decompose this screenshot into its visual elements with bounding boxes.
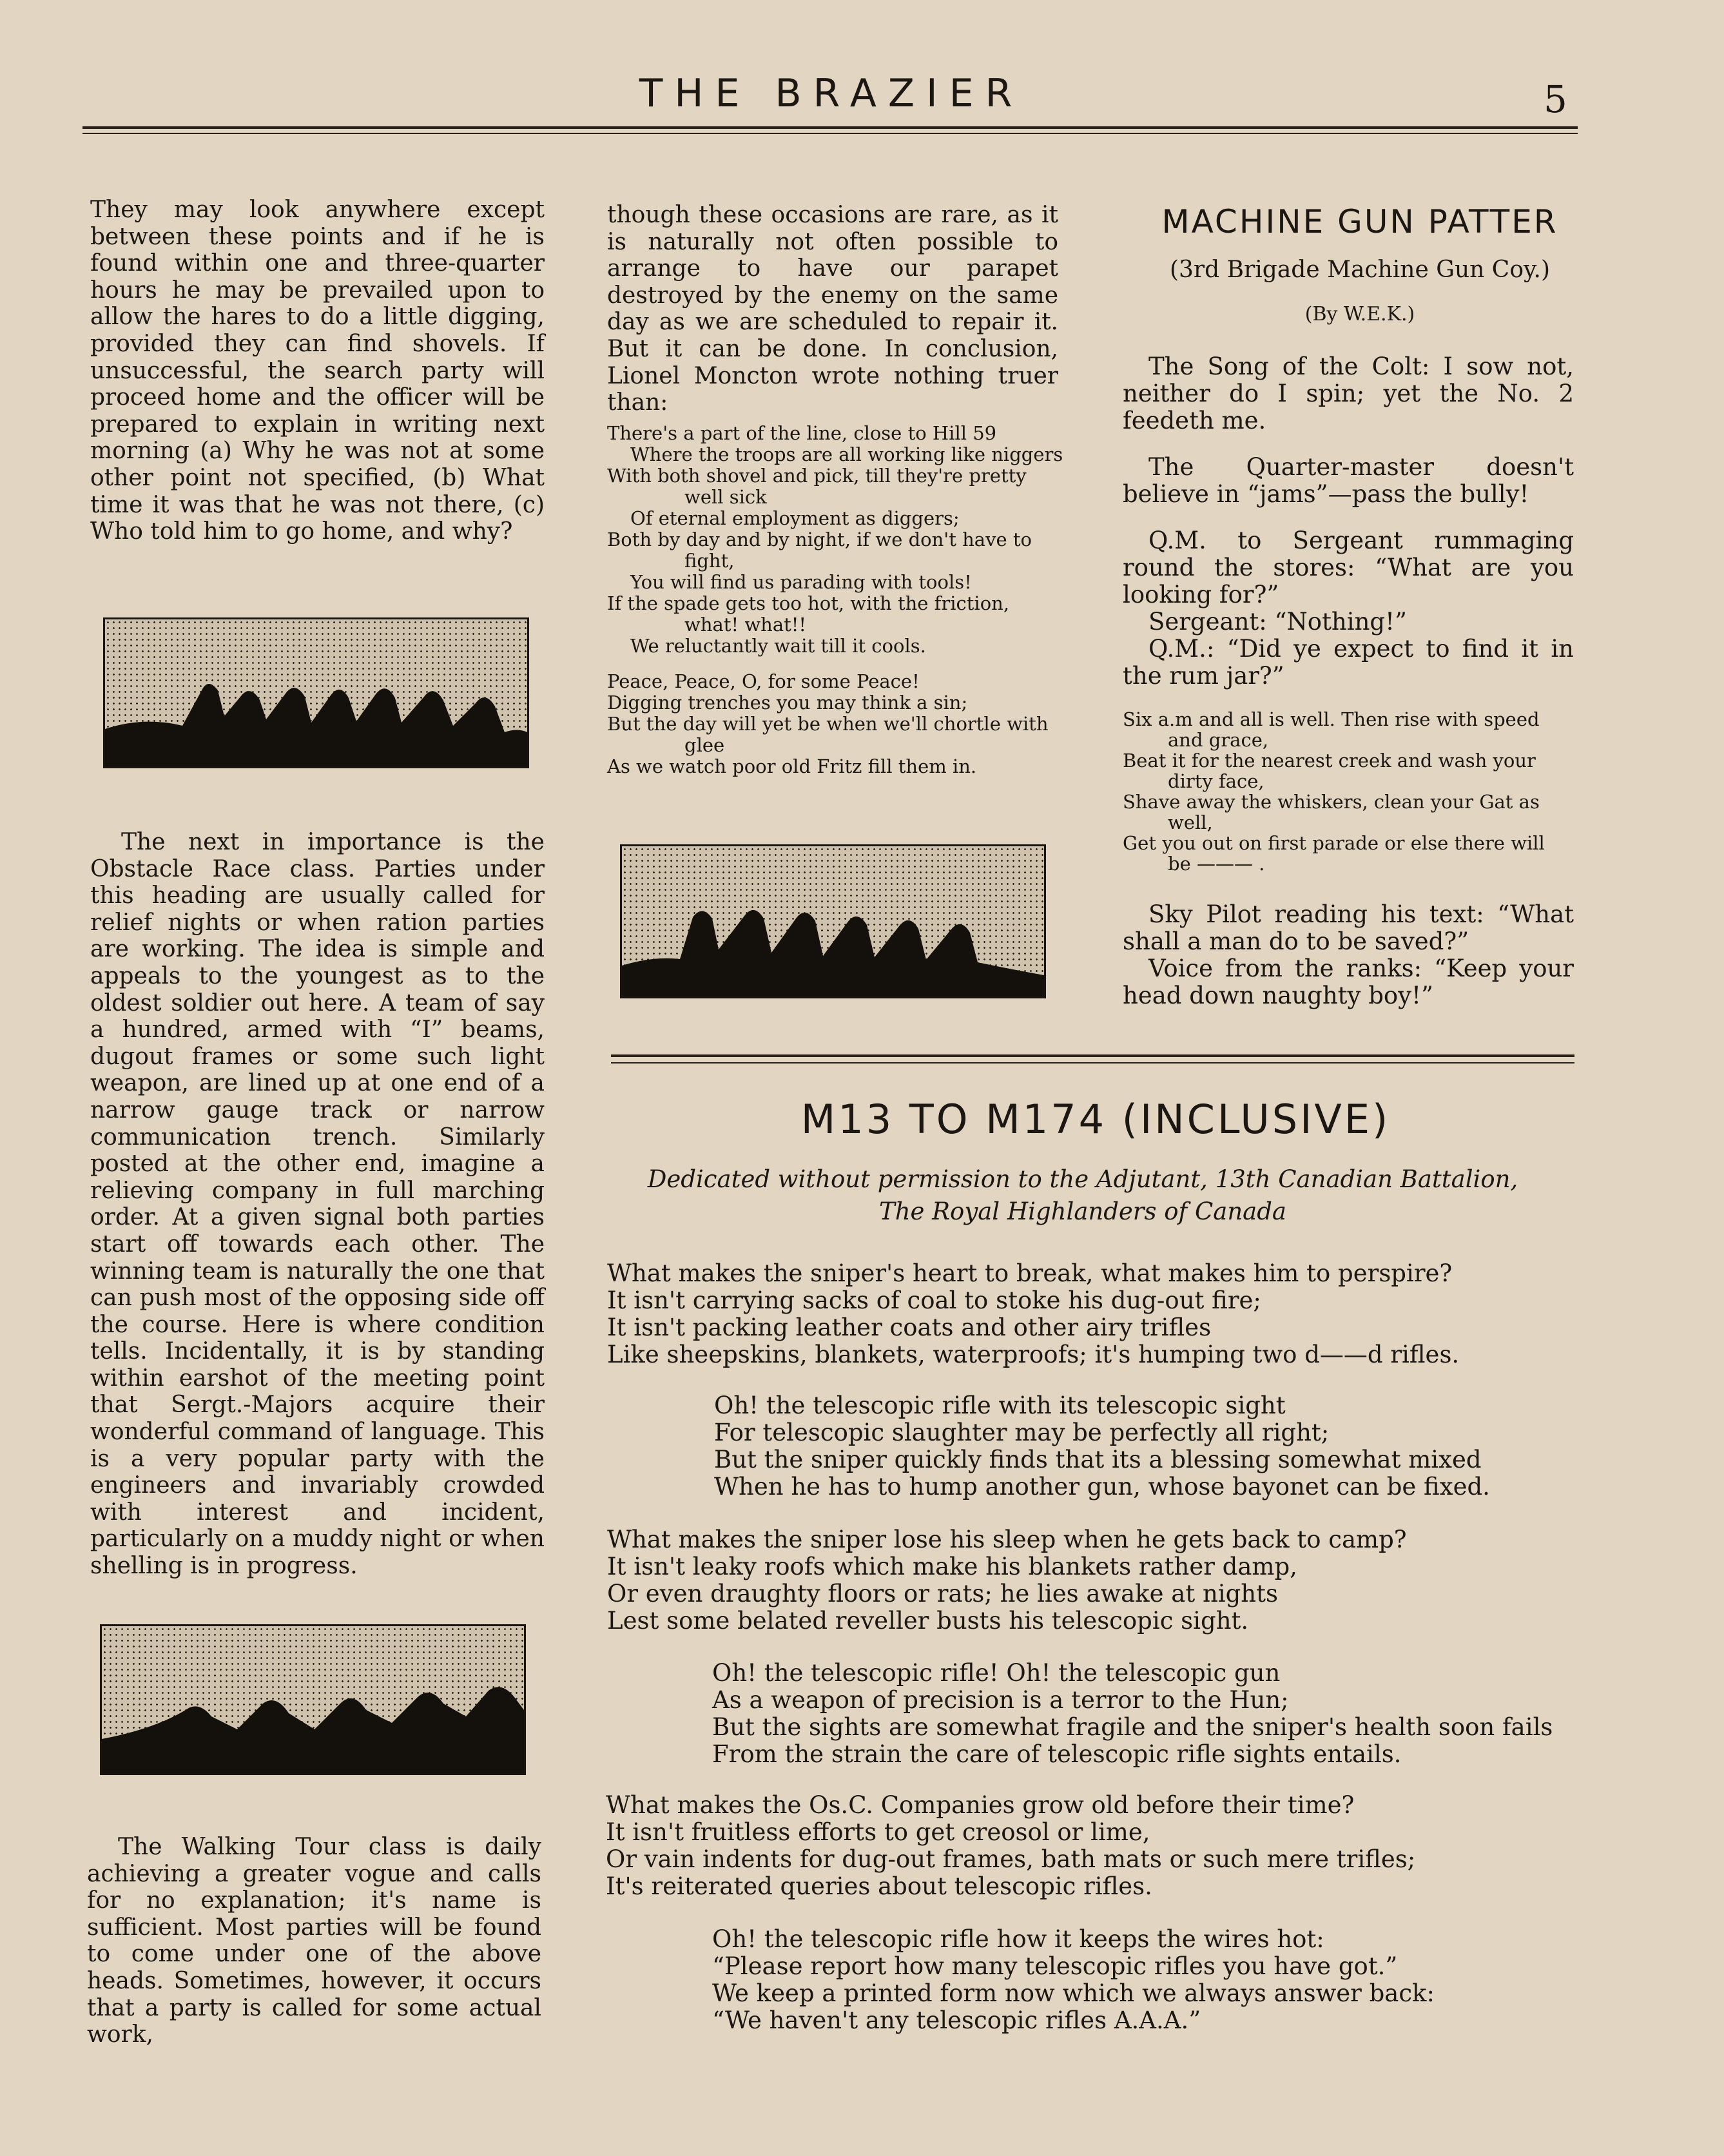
chorus-line: Oh! the telescopic rifle with its telescopic sight [714, 1392, 1286, 1419]
poem-line: be ——— . [1168, 853, 1265, 875]
verse-line: Or even draughty floors or rats; he lies awake at nights [607, 1580, 1278, 1607]
col3-text-block-1 [1123, 353, 1574, 709]
col1-paragraph-3 [87, 1834, 541, 2048]
poem-line: You will find us parading with tools! [630, 571, 972, 593]
col3-poem [1123, 709, 1587, 874]
poem-line: We reluctantly wait till it cools. [630, 635, 926, 657]
chorus-line: We keep a printed form now which we always answer back: [712, 1979, 1435, 2007]
col3-paragraph: Q.M. to Sergeant rummaging round the stores: “What are you looking for?” [1123, 527, 1574, 608]
col3-paragraph: Sergeant: “Nothing!” [1148, 608, 1407, 636]
col3-paragraph: Voice from the ranks: “Keep your head down naughty boy!” [1123, 955, 1574, 1009]
machine-gun-patter-heading: MACHINE GUN PATTER [1161, 203, 1558, 240]
poem-line: But the day will yet be when we'll chortle with [607, 713, 1049, 735]
chorus-line: But the sniper quickly finds that its a blessing somewhat mixed [714, 1446, 1482, 1473]
poem-line: Beat it for the nearest creek and wash your [1123, 750, 1536, 772]
chorus-line: As a weapon of precision is a terror to the Hun; [712, 1686, 1289, 1714]
poem-line: Where the troops are all working like niggers [630, 443, 1063, 465]
chorus-line: Oh! the telescopic rifle! Oh! the telescopic gun [712, 1659, 1281, 1687]
verse-line: Lest some belated reveller busts his telescopic sight. [607, 1607, 1249, 1635]
chorus-line: When he has to hump another gun, whose bayonet can be fixed. [714, 1473, 1490, 1500]
col3-paragraph: The Song of the Colt: I sow not, neither do I spin; yet the No. 2 feedeth me. [1123, 353, 1574, 434]
page-number: 5 [1544, 77, 1567, 121]
verse-line: What makes the sniper's heart to break, what makes him to perspire? [607, 1259, 1453, 1287]
masthead-rule-bottom [82, 133, 1578, 134]
masthead-title: THE BRAZIER [639, 71, 1024, 116]
chorus-line: Oh! the telescopic rifle how it keeps the wires hot: [712, 1925, 1324, 1953]
m13-verse-1 [607, 1260, 1459, 1368]
poem-line: fight, [684, 550, 735, 572]
section-rule-top [611, 1054, 1574, 1057]
verse-line: It isn't packing leather coats and other airy trifles [607, 1314, 1212, 1341]
col3-text-block-2 [1123, 901, 1574, 1009]
poem-line: well sick [684, 486, 767, 508]
chorus-line: But the sights are somewhat fragile and the sniper's health soon fails [712, 1713, 1553, 1741]
m13-chorus-2 [712, 1660, 1553, 1768]
poem-line: Six a.m and all is well. Then rise with speed [1123, 708, 1540, 730]
poem-line: and grace, [1168, 729, 1269, 751]
verse-line: What makes the Os.C. Companies grow old before their time? [606, 1791, 1355, 1819]
col3-paragraph: Q.M.: “Did ye expect to find it in the rum jar?” [1123, 635, 1574, 690]
poem-line: There's a part of the line, close to Hill 59 [607, 422, 997, 444]
silhouette-illustration-3 [100, 1624, 526, 1775]
m13-chorus-3 [712, 1926, 1435, 2034]
m13-verse-3 [606, 1792, 1415, 1900]
chorus-line: For telescopic slaughter may be perfectly all right; [714, 1419, 1330, 1446]
col2-poem-stanza-2 [607, 671, 1071, 777]
chorus-line: “We haven't any telescopic rifles A.A.A.” [712, 2006, 1201, 2034]
col3-paragraph: The Quarter-master doesn't believe in “jams”—pass the bully! [1123, 453, 1574, 508]
poem-line: glee [684, 734, 725, 756]
m13-poem-heading: M13 TO M174 (INCLUSIVE) [800, 1096, 1391, 1143]
col1-text-2: The next in importance is the Obstacle Race class. Parties under this heading are usually called for relief nights or when ration parties are working. The idea is simple and appeals to the youngest as to the oldest soldier out here. A team of say a hundred, armed with “I” beams, dugout frames or some such light weapon, are lined up at one end of a narrow gauge track or narrow communication trench. Similarly posted at the other end, imagine a relieving company in full marching order. At a given signal both parties start off towards each other. The winning team is naturally the one that can push most of the opposing side off the course. Here is where condition tells. Incidentally, it is by standing within earshot of the meeting point that Sergt.-Majors acquire their wonderful command of language. This is a very popular party with the engineers and invariably crowded with interest and incident, particularly on a muddy night or when shelling is in progress. [90, 829, 545, 1580]
col2-poem [607, 423, 1071, 792]
verse-line: What makes the sniper lose his sleep when he gets back to camp? [607, 1526, 1407, 1553]
m13-chorus-1 [714, 1392, 1490, 1500]
poem-line: dirty face, [1168, 770, 1264, 792]
poem-line: With both shovel and pick, till they're pretty [607, 465, 1027, 487]
poem-line: what! what!! [684, 614, 807, 636]
poem-line: well, [1168, 811, 1213, 833]
soldiers-crawling-silhouette-icon [102, 1626, 524, 1773]
col1-paragraph-2 [90, 829, 545, 1580]
col1-text-1: They may look anywhere except between these points and if he is found within one and three-quarter hours he may be prevailed upon to allow the hares to do a little digging, provided they can find shovels. If unsuccessful, the search party will proceed home and the officer will be prepared to explain in writing next morning (a) Why he was not at some other point not specified, (b) What time it was that he was not there, (c) Who told him to go home, and why? [90, 197, 545, 545]
poem-line: If the spade gets too hot, with the friction, [607, 592, 1010, 614]
col1-text-3: The Walking Tour class is daily achieving a greater vogue and calls for no explanation; it's name is sufficient. Most parties will be found to come under one of the above heads. Sometimes, however, it occurs that a party is called for some actual work, [87, 1834, 541, 2048]
soldiers-marching-silhouette-icon [622, 846, 1044, 996]
silhouette-illustration-1 [103, 617, 529, 768]
chorus-line: “Please report how many telescopic rifles you have got.” [712, 1952, 1398, 1980]
verse-line: It isn't fruitless efforts to get creosol or lime, [606, 1818, 1150, 1846]
machine-gun-patter-subheading: (3rd Brigade Machine Gun Coy.) [1169, 257, 1551, 283]
machine-gun-patter-byline: (By W.E.K.) [1304, 303, 1415, 325]
dedication-line-2: The Royal Highlanders of Canada [879, 1198, 1286, 1225]
verse-line: Or vain indents for dug-out frames, bath mats or such mere trifles; [606, 1845, 1416, 1873]
masthead-rule-top [82, 126, 1578, 129]
poem-line: Both by day and by night, if we don't have to [607, 529, 1032, 550]
chorus-line: From the strain the care of telescopic rifle sights entails. [712, 1740, 1402, 1768]
col1-paragraph-1 [90, 197, 545, 545]
silhouette-illustration-2 [620, 844, 1046, 998]
col2-text-1: though these occasions are rare, as it is naturally not often possible to arrange to have our parapet destroyed by the enemy on the same day as we are scheduled to repair it. But it can be done. In conclusion, Lionel Moncton wrote nothing truer than: [607, 202, 1058, 416]
col2-paragraph-1 [607, 202, 1058, 416]
poem-line: Get you out on first parade or else there will [1123, 832, 1545, 854]
verse-line: It isn't leaky roofs which make his blankets rather damp, [607, 1553, 1297, 1580]
soldiers-digging-silhouette-icon [105, 619, 527, 766]
m13-dedication [632, 1163, 1534, 1228]
poem-line: Shave away the whiskers, clean your Gat as [1123, 791, 1540, 813]
verse-line: Like sheepskins, blankets, waterproofs; it's humping two d——d rifles. [607, 1341, 1460, 1368]
poem-line: Of eternal employment as diggers; [630, 507, 960, 529]
verse-line: It isn't carrying sacks of coal to stoke his dug-out fire; [607, 1287, 1261, 1314]
poem-line: Digging trenches you may think a sin; [607, 692, 968, 714]
dedication-line-1: Dedicated without permission to the Adjutant, 13th Canadian Battalion, [647, 1165, 1518, 1193]
m13-verse-2 [607, 1526, 1407, 1635]
col3-paragraph: Sky Pilot reading his text: “What shall a man do to be saved?” [1123, 900, 1574, 955]
verse-line: It's reiterated queries about telescopic rifles. [606, 1872, 1152, 1900]
poem-line: As we watch poor old Fritz fill them in. [607, 755, 977, 777]
section-rule-bottom [611, 1062, 1574, 1063]
col2-poem-stanza-1 [607, 423, 1071, 657]
poem-line: Peace, Peace, O, for some Peace! [607, 670, 920, 692]
